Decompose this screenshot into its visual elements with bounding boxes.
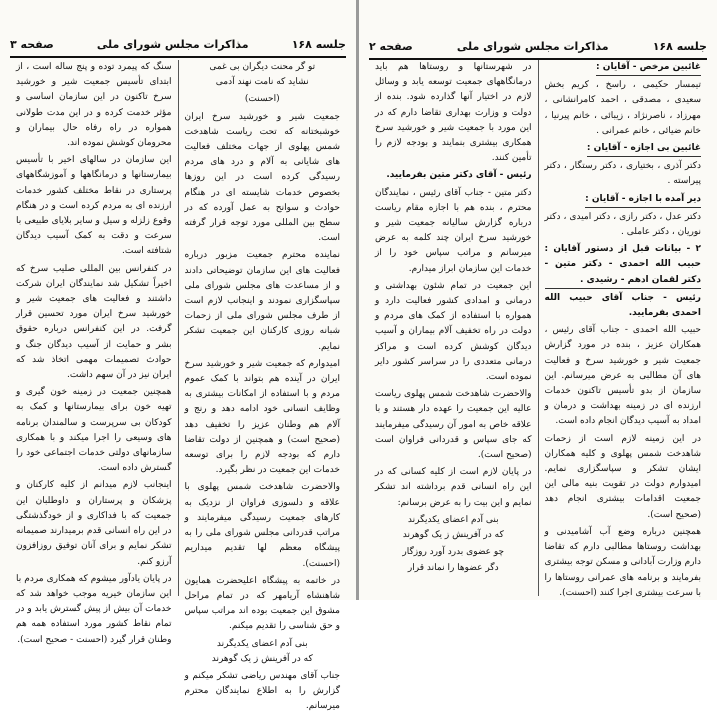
paragraph: در خاتمه به پیشگاه اعلیحضرت همایون شاهنشاه آریامهر که در تمام مراحل مشوق این جمعیت بوده اند مراتب سپاس و حق شناسی را تقدیم میکنم. <box>184 575 340 632</box>
paragraph: دکتر متین - جناب آقای رئیس ، نمایندگان محترم ، بنده هم با اجازه مقام ریاست درباره گزارش سالیانه جمعیت شیر و خورشید سرخ ایران چند کلمه به عرض میرسانم و مراتب سپاس خود را از خدمات این سازمان ابراز میدارم. <box>375 187 532 274</box>
section-heading: غائبین بی اجازه - آقایان : <box>587 141 701 157</box>
section-heading: ۲ - بیانات قبل از دستور آقایان : حبیب الله احمدی - دکتر متین - دکتر لقمان ادهم - رشیدی . <box>545 242 702 289</box>
paragraph: والاحضرت شاهدخت شمس پهلوی ریاست عالیه این جمعیت را عهده دار هستند و با علاقه خاص به امور آن رسیدگی میفرمایند که جای سپاس و قدردانی فراوان است (صحیح است). <box>375 389 532 461</box>
text-columns <box>369 60 707 596</box>
poem-verse <box>185 60 341 90</box>
paragraph: در شهرستانها و روستاها هم باید درمانگاههای جمعیت توسعه یابد و وسائل لازم در اختیار آنها گذارده شود. بنده از دولت و وزارت بهداری تقاضا دارم که در این مورد با جمعیت شیر و خورشید سرخ همکاری بیشتری بنمایند و بودجه لازم را تأمین کنند. <box>375 62 532 164</box>
speaker-line: رئیس - جناب آقای حبیب الله احمدی بفرمایید. <box>544 292 701 319</box>
poem-verse <box>185 637 341 667</box>
page-2 <box>359 0 717 600</box>
paragraph: در کنفرانس بین المللی صلیب سرخ که اخیراً تشکیل شد نمایندگان ایران شرکت داشتند و فعالیت های جمعیت شیر و خورشید سرخ ایران مورد تحسین قرار گرفت. در این کنفرانس درباره حقوق بشر و حمایت از آسیب دیدگان جنگ و حوادث تصمیمات مهمی اتخاذ شد که ایران نیز در آن سهم داشت. <box>16 263 172 381</box>
paragraph: جمعیت شیر و خورشید سرخ ایران خوشبختانه که تحت ریاست شاهدخت شمس پهلوی از جهات مختلف فعالیت های شایانی به آلام و درد های مردم رسیدگی کرده است در این روزها بخصوص خدمات شایسته ای در هنگام حوادث و سوانح به عمل آورده که در سطح بین المللی مورد توجه قرار گرفته است. <box>184 111 340 244</box>
section-heading: دیر آمده با اجازه - آقایان : <box>585 192 701 208</box>
text-columns <box>10 60 346 712</box>
column-right <box>179 60 347 712</box>
speaker-line: رئیس - آقای دکتر متین بفرمایید. <box>386 170 532 181</box>
journal-title: مذاکرات مجلس شورای ملی <box>96 37 249 51</box>
heading-block <box>545 242 702 291</box>
paragraph: حبیب الله احمدی - جناب آقای رئیس ، همکاران عزیز ، بنده در مورد گزارش جمعیت شیر و خورشید سرخ و فعالیت های آن مطالبی به عرض میرسانم. این سازمان از بدو تأسیس تاکنون خدمات ارزنده ای در زمینه بهداشت و درمان و امداد به آسیب دیدگان انجام داده است. <box>544 325 701 427</box>
paragraph: در پایان لازم است از کلیه کسانی که در این راه انسانی قدم برداشته اند تشکر نمایم و این بیت را به عرض برسانم: <box>375 467 532 508</box>
column-left <box>369 60 539 596</box>
paragraph: جناب آقای مهندس ریاضی تشکر میکنم و گزارش را به اطلاع نمایندگان محترم میرسانم. <box>184 670 340 712</box>
paragraph: در این زمینه لازم است از زحمات شاهدخت شمس پهلوی و کلیه همکاران ایشان تشکر و سپاسگزاری نمایم. امیدوارم دولت در تقویت بنیه مالی این جمعیت اقدامات بیشتری انجام دهد (صحیح است). <box>544 433 701 520</box>
verse-hemistich: بنی آدم اعضای یکدیگرند <box>216 638 308 649</box>
verse-hemistich: که در آفرینش ز یک گوهرند <box>211 653 313 664</box>
book-gutter <box>356 0 359 600</box>
paragraph: دکتر آذری ، بختیاری ، دکتر رستگار ، دکتر پیراسته . <box>544 161 701 187</box>
verse-hemistich: دگر عضوها را نماند قرار <box>407 562 499 573</box>
verse-hemistich: نشاید که نامت نهند آدمی <box>215 77 309 88</box>
paragraph: اینجانب لازم میدانم از کلیه کارکنان و پزشکان و پرستاران و داوطلبان این جمعیت که با فداکاری و از خودگذشتگی در این راه انسانی قدم برمیدارند صمیمانه تشکر نمایم و برای آنان توفیق روزافزون آرزو کنم. <box>16 480 172 567</box>
paragraph: امیدوارم که جمعیت شیر و خورشید سرخ ایران در آینده هم بتواند با کمک عموم مردم و با استفاده از امکانات بیشتری به وظایف انسانی خود ادامه دهد و رنج و آلام هم وطنان عزیز را تخفیف دهد (صحیح است) و همچنین از دولت تقاضا دارم که بودجه لازم را برای توسعه خدمات این جمعیت در نظر بگیرد. <box>184 358 340 476</box>
paragraph: در پایان یادآور میشوم که همکاری مردم با این سازمان خیریه موجب خواهد شد که خدمات آن بیش از پیش گسترش یابد و در تمام نقاط کشور مورد استفاده همه هم وطنان قرار گیرد (احسنت - صحیح است). <box>16 573 172 645</box>
paragraph: همچنین جمعیت در زمینه خون گیری و تهیه خون برای بیمارستانها و کمک به کودکان بی سرپرست و سالمندان برنامه های وسیعی را اجرا میکند و با همکاری سازمانهای دولتی خدمات اجتماعی خود را گسترش داده است. <box>16 387 172 474</box>
page-header <box>10 34 346 58</box>
heading-block <box>545 60 702 78</box>
paragraph: سنگ که پیمرد توده و پنج ساله است ، از ابتدای تأسیس جمعیت شیر و خورشید سرخ تاکنون در این سازمان اساسی و مؤثر خدمت کرده و در این مدت طولانی همواره در راه رفاه حال بیماران و محرومان کوشش نموده اند. <box>16 62 172 149</box>
column-left <box>10 60 179 645</box>
poem-verse <box>375 545 532 575</box>
paragraph: (احسنت) <box>244 94 280 105</box>
paragraph: والاحضرت شاهدخت شمس پهلوی با علاقه و دلسوزی فراوان از نزدیک به کارهای جمعیت رسیدگی میفرمایند و مراتب قدردانی مجلس شورای ملی را به پیشگاه معظم لها تقدیم میداریم (احسنت). <box>184 482 340 569</box>
heading-block <box>545 192 702 210</box>
session-label: جلسه ۱۶۸ <box>291 37 346 51</box>
paragraph: دکتر عدل ، دکتر رازی ، دکتر امیدی ، دکتر نوریان ، دکتر عاملی . <box>544 211 701 238</box>
heading-block <box>545 141 702 159</box>
column-right <box>539 60 708 596</box>
verse-hemistich: که در آفرینش ز یک گوهرند <box>402 530 504 541</box>
session-label: جلسه ۱۶۸ <box>652 39 707 53</box>
verse-hemistich: بنی آدم اعضای یکدیگرند <box>407 514 499 525</box>
paragraph: همچنین درباره وضع آب آشامیدنی و بهداشت روستاها مطالبی دارم که تقاضا دارم وزارت آبادانی و مسکن توجه بیشتری بفرمایند و برنامه های عمرانی روستاها را با سرعت بیشتری اجرا کنند (احسنت). <box>544 526 701 598</box>
page-header <box>369 36 707 60</box>
page-number: صفحه ۲ <box>369 39 413 53</box>
verse-hemistich: تو گر محنت دیگران بی غمی <box>209 62 316 72</box>
paragraph: این جمعیت در تمام شئون بهداشتی و درمانی و امدادی کشور فعالیت دارد و همواره با استفاده از کمک های مردم و دولت در راه تخفیف آلام بیماران و آسیب دیدگان کوشش کرده است و مراکز درمانی متعددی را در سراسر کشور دایر نموده است. <box>375 280 532 383</box>
paragraph: نماینده محترم جمعیت مزبور درباره فعالیت های این سازمان توضیحاتی دادند و از مساعدت های مجلس شورای ملی سپاسگزاری نمودند و اینجانب لازم است از طرف مجلس شورای ملی از زحمات شبانه روزی کارکنان این جمعیت تشکر نمایم. <box>184 250 340 352</box>
paragraph: این سازمان در سالهای اخیر با تأسیس بیمارستانها و درمانگاهها و آموزشگاههای پرستاری در نقاط مختلف کشور خدمات ارزنده ای به مردم کرده است و در هنگام وقوع زلزله و سیل و سایر بلایای طبیعی با سرعت و دقت به کمک آسیب دیدگان شتافته است. <box>16 155 172 257</box>
verse-hemistich: چو عضوی بدرد آورد روزگار <box>402 547 505 558</box>
page-number: صفحه ۳ <box>10 37 54 51</box>
journal-title: مذاکرات مجلس شورای ملی <box>456 39 609 53</box>
poem-verse <box>375 513 532 543</box>
page-3 <box>0 0 356 712</box>
paragraph: تیمسار حکیمی ، راسخ ، کریم بخش سعیدی ، مصدقی ، احمد کامرانشانی ، مهرزاد ، ناصرنژاد ، زیبائی ، خانم پیرنیا ، خانم ضیائی ، خانم عمرانی . <box>544 80 701 136</box>
section-heading: غائبین مرخص - آقایان : <box>596 60 701 76</box>
